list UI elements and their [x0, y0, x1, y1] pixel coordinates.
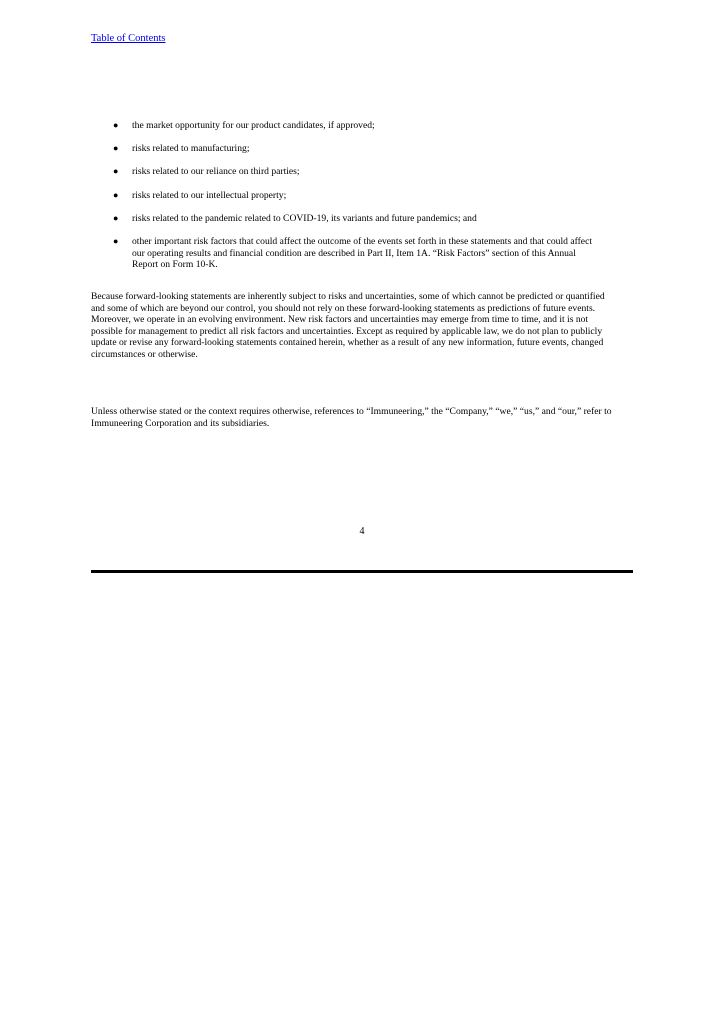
- list-item: [0, 120, 592, 132]
- bullet-text: risks related to manufacturing;: [132, 143, 250, 155]
- bullet-icon: ●: [113, 143, 119, 154]
- bullet-text: the market opportunity for our product candidates, if approved;: [132, 120, 375, 131]
- list-item: [0, 143, 592, 155]
- bullet-text: other important risk factors that could affect the outcome of the events set forth in these statements and that could affect our operating results and financial condition are described in Part II, Item 1A. “Risk Factors” section of this Annual Report on Form 10-K.: [132, 235, 592, 271]
- page-divider: [91, 570, 633, 573]
- bullet-icon: ●: [113, 235, 119, 246]
- bullet-icon: ●: [113, 166, 119, 177]
- references-paragraph: Unless otherwise stated or the context requires otherwise, references to “Immuneering,” the “Company,” “we,” “us,” and “our,” refer to Immuneering Corporation and its subsidiaries.: [91, 406, 612, 429]
- bullet-text: risks related to our intellectual property;: [132, 189, 287, 201]
- list-item: [0, 190, 592, 202]
- table-of-contents-link[interactable]: Table of Contents: [91, 33, 166, 44]
- bullet-text: risks related to our reliance on third parties;: [132, 166, 300, 178]
- list-item: [0, 236, 592, 271]
- page-number: 4: [359, 526, 365, 537]
- forward-looking-paragraph: Because forward-looking statements are inherently subject to risks and uncertainties, some of which cannot be predicted or quantified and some of which are beyond our control, you should not rely on these forward-looking statements as predictions of future events. Moreover, we operate in an evolving environment. New risk factors and uncertainties may emerge from time to time, and it is not possible for management to predict all risk factors and uncertainties. Except as required by applicable law, we do not plan to publicly update or revise any forward-looking statements contained herein, whether as a result of any new information, future events, changed circumstances or otherwise.: [91, 291, 605, 360]
- list-item: [0, 213, 592, 225]
- bullet-icon: ●: [113, 120, 119, 130]
- bullet-text: risks related to the pandemic related to COVID-19, its variants and future pandemics; and: [132, 212, 477, 224]
- risk-bullet-list: [0, 120, 724, 282]
- list-item: [0, 166, 592, 178]
- bullet-icon: ●: [113, 189, 119, 200]
- bullet-icon: ●: [113, 212, 119, 223]
